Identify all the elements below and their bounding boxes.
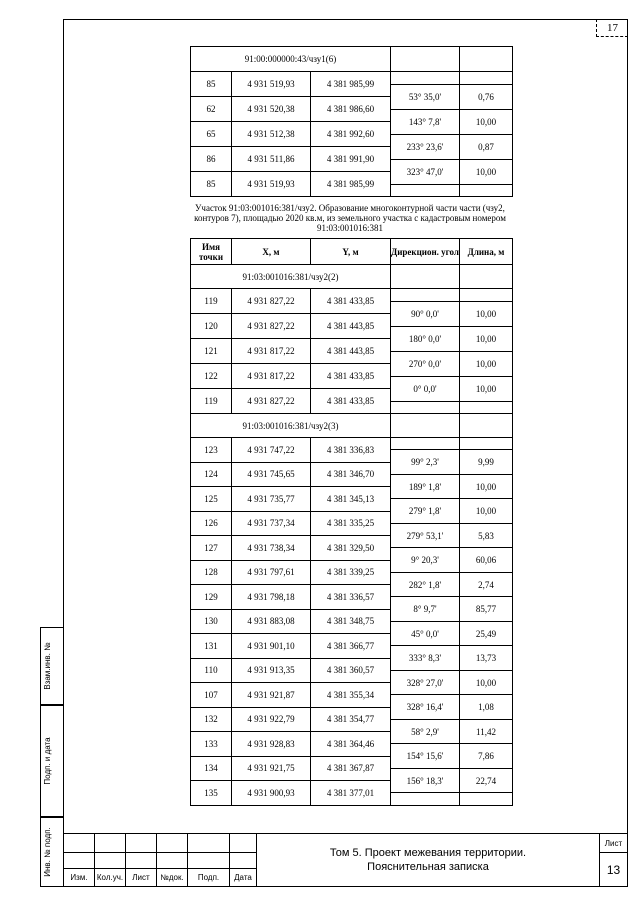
point-name: 122 xyxy=(191,364,232,389)
segment-angle: 323° 47,0' xyxy=(391,159,460,184)
point-y: 4 381 366,77 xyxy=(311,634,391,659)
segment-angle: 90° 0,0' xyxy=(391,301,460,326)
segment-angle-empty xyxy=(391,401,460,414)
point-name: 62 xyxy=(191,97,232,122)
side-stamp-signature-date xyxy=(40,705,63,817)
point-x: 4 931 737,34 xyxy=(232,511,311,536)
segment-angle: 233° 23,6' xyxy=(391,134,460,159)
table-row xyxy=(191,289,513,302)
point-name: 110 xyxy=(191,658,232,683)
segment-length-empty xyxy=(460,265,513,289)
point-x: 4 931 922,79 xyxy=(232,707,311,732)
point-y: 4 381 985,99 xyxy=(311,172,391,197)
segment-length: 10,00 xyxy=(460,326,513,351)
point-name: 86 xyxy=(191,147,232,172)
point-name: 124 xyxy=(191,462,232,487)
side-stamp-original-inv xyxy=(40,817,63,887)
point-name: 126 xyxy=(191,511,232,536)
segment-length: 13,73 xyxy=(460,646,513,671)
point-y: 4 381 433,85 xyxy=(311,364,391,389)
group-name: 91:03:001016:381/чзу2(3) xyxy=(191,414,391,438)
point-name: 133 xyxy=(191,732,232,757)
segment-length: 10,00 xyxy=(460,670,513,695)
point-y: 4 381 339,25 xyxy=(311,560,391,585)
point-x: 4 931 827,22 xyxy=(232,389,311,414)
point-name: 107 xyxy=(191,683,232,708)
point-y: 4 381 433,85 xyxy=(311,389,391,414)
side-stamp-label: Взам.инв. № xyxy=(43,642,52,690)
header-direction-angle: Дирекцион. угол xyxy=(391,239,460,265)
point-y: 4 381 986,60 xyxy=(311,97,391,122)
document-title xyxy=(257,834,600,887)
point-x: 4 931 745,65 xyxy=(232,462,311,487)
sheet-label: Лист xyxy=(600,834,628,853)
point-x: 4 931 735,77 xyxy=(232,487,311,512)
group-header-row xyxy=(191,414,513,438)
segment-length: 10,00 xyxy=(460,301,513,326)
segment-length: 10,00 xyxy=(460,109,513,134)
segment-angle: 0° 0,0' xyxy=(391,376,460,401)
side-stamp-label: Подп. и дата xyxy=(43,737,52,785)
title-line-2: Пояснительная записка xyxy=(367,861,489,873)
point-y: 4 381 443,85 xyxy=(311,314,391,339)
segment-length: 7,86 xyxy=(460,744,513,769)
point-x: 4 931 797,61 xyxy=(232,560,311,585)
col-count: Кол.уч. xyxy=(95,869,126,887)
point-y: 4 381 367,87 xyxy=(311,756,391,781)
point-name: 119 xyxy=(191,289,232,314)
col-date: Дата xyxy=(230,869,257,887)
segment-length: 25,49 xyxy=(460,621,513,646)
segment-angle: 328° 27,0' xyxy=(391,670,460,695)
segment-length-empty xyxy=(460,47,513,72)
segment-length: 10,00 xyxy=(460,499,513,524)
group-header-row xyxy=(191,47,513,72)
point-name: 121 xyxy=(191,339,232,364)
segment-length: 0,76 xyxy=(460,84,513,109)
segment-angle: 58° 2,9' xyxy=(391,719,460,744)
point-y: 4 381 355,34 xyxy=(311,683,391,708)
point-y: 4 381 377,01 xyxy=(311,781,391,806)
section-caption: Участок 91:03:001016:381/чзу2. Образование многоконтурной части части (чзу2, контуров 7), площадью 2020 кв.м, из земельного участка с кадастровым номером 91:03:001016:381 xyxy=(194,203,506,233)
segment-angle-empty xyxy=(391,414,460,438)
segment-length: 60,06 xyxy=(460,548,513,573)
segment-angle: 180° 0,0' xyxy=(391,326,460,351)
segment-length: 2,74 xyxy=(460,572,513,597)
sheet-number: 13 xyxy=(600,853,628,887)
side-stamp-replaced-inv xyxy=(40,627,63,705)
segment-angle: 9° 20,3' xyxy=(391,548,460,573)
point-y: 4 381 345,13 xyxy=(311,487,391,512)
segment-length-empty xyxy=(460,184,513,197)
point-x: 4 931 512,38 xyxy=(232,122,311,147)
point-y: 4 381 443,85 xyxy=(311,339,391,364)
segment-length-empty xyxy=(460,72,513,85)
segment-angle: 279° 1,8' xyxy=(391,499,460,524)
group-header-row xyxy=(191,265,513,289)
point-x: 4 931 798,18 xyxy=(232,585,311,610)
group-name: 91:03:001016:381/чзу2(2) xyxy=(191,265,391,289)
coordinates-table-2 xyxy=(190,238,513,806)
segment-angle: 270° 0,0' xyxy=(391,351,460,376)
point-y: 4 381 354,77 xyxy=(311,707,391,732)
point-y: 4 381 329,50 xyxy=(311,536,391,561)
segment-length: 10,00 xyxy=(460,351,513,376)
segment-length-empty xyxy=(460,438,513,450)
segment-angle: 328° 16,4' xyxy=(391,695,460,720)
point-x: 4 931 519,93 xyxy=(232,172,311,197)
segment-length: 0,87 xyxy=(460,134,513,159)
point-y: 4 381 364,46 xyxy=(311,732,391,757)
point-x: 4 931 921,87 xyxy=(232,683,311,708)
segment-angle-empty xyxy=(391,47,460,72)
group-name: 91:00:000000:43/чзу1(6) xyxy=(191,47,391,72)
segment-angle-empty xyxy=(391,265,460,289)
segment-length: 10,00 xyxy=(460,159,513,184)
point-y: 4 381 348,75 xyxy=(311,609,391,634)
point-x: 4 931 901,10 xyxy=(232,634,311,659)
segment-angle: 333° 8,3' xyxy=(391,646,460,671)
point-y: 4 381 335,25 xyxy=(311,511,391,536)
point-name: 85 xyxy=(191,72,232,97)
segment-angle-empty xyxy=(391,72,460,85)
point-name: 134 xyxy=(191,756,232,781)
point-name: 119 xyxy=(191,389,232,414)
point-x: 4 931 900,93 xyxy=(232,781,311,806)
segment-angle: 99° 2,3' xyxy=(391,450,460,475)
point-name: 135 xyxy=(191,781,232,806)
col-change: Изм. xyxy=(64,869,95,887)
segment-length-empty xyxy=(460,414,513,438)
segment-angle: 154° 15,6' xyxy=(391,744,460,769)
point-x: 4 931 827,22 xyxy=(232,289,311,314)
point-y: 4 381 985,99 xyxy=(311,72,391,97)
segment-length: 10,00 xyxy=(460,474,513,499)
col-sheet: Лист xyxy=(126,869,157,887)
segment-angle: 8° 9,7' xyxy=(391,597,460,622)
point-y: 4 381 992,60 xyxy=(311,122,391,147)
point-x: 4 931 817,22 xyxy=(232,339,311,364)
segment-length: 5,83 xyxy=(460,523,513,548)
segment-angle-empty xyxy=(391,793,460,805)
title-block xyxy=(63,833,628,887)
segment-length: 22,74 xyxy=(460,768,513,793)
header-x: X, м xyxy=(232,239,311,265)
segment-length: 10,00 xyxy=(460,376,513,401)
segment-angle: 53° 35,0' xyxy=(391,84,460,109)
point-y: 4 381 433,85 xyxy=(311,289,391,314)
header-length: Длина, м xyxy=(460,239,513,265)
segment-length-empty xyxy=(460,401,513,414)
segment-angle: 45° 0,0' xyxy=(391,621,460,646)
segment-angle-empty xyxy=(391,184,460,197)
point-name: 65 xyxy=(191,122,232,147)
point-x: 4 931 747,22 xyxy=(232,438,311,463)
col-doc-number: №док. xyxy=(157,869,188,887)
point-name: 123 xyxy=(191,438,232,463)
table-row xyxy=(191,438,513,450)
point-y: 4 381 991,90 xyxy=(311,147,391,172)
point-name: 128 xyxy=(191,560,232,585)
segment-angle: 189° 1,8' xyxy=(391,474,460,499)
point-x: 4 931 883,08 xyxy=(232,609,311,634)
segment-angle-empty xyxy=(391,438,460,450)
segment-length: 11,42 xyxy=(460,719,513,744)
col-signature: Подп. xyxy=(188,869,230,887)
segment-angle: 282° 1,8' xyxy=(391,572,460,597)
segment-length-empty xyxy=(460,289,513,302)
point-name: 131 xyxy=(191,634,232,659)
segment-length-empty xyxy=(460,793,513,805)
segment-length: 9,99 xyxy=(460,450,513,475)
point-x: 4 931 511,86 xyxy=(232,147,311,172)
point-x: 4 931 827,22 xyxy=(232,314,311,339)
point-name: 127 xyxy=(191,536,232,561)
title-line-1: Том 5. Проект межевания территории. xyxy=(329,847,527,859)
point-name: 85 xyxy=(191,172,232,197)
point-y: 4 381 360,57 xyxy=(311,658,391,683)
point-name: 129 xyxy=(191,585,232,610)
point-y: 4 381 336,83 xyxy=(311,438,391,463)
segment-angle: 156° 18,3' xyxy=(391,768,460,793)
header-point-name: Имя точки xyxy=(191,239,232,265)
point-name: 120 xyxy=(191,314,232,339)
point-name: 130 xyxy=(191,609,232,634)
segment-angle: 143° 7,8' xyxy=(391,109,460,134)
point-x: 4 931 921,75 xyxy=(232,756,311,781)
header-y: Y, м xyxy=(311,239,391,265)
point-name: 125 xyxy=(191,487,232,512)
coordinates-table-1 xyxy=(190,46,513,197)
point-x: 4 931 817,22 xyxy=(232,364,311,389)
segment-length: 1,08 xyxy=(460,695,513,720)
point-x: 4 931 928,83 xyxy=(232,732,311,757)
point-x: 4 931 519,93 xyxy=(232,72,311,97)
point-x: 4 931 520,38 xyxy=(232,97,311,122)
page-corner-number: 17 xyxy=(596,19,628,37)
segment-angle-empty xyxy=(391,289,460,302)
point-x: 4 931 738,34 xyxy=(232,536,311,561)
point-name: 132 xyxy=(191,707,232,732)
point-x: 4 931 913,35 xyxy=(232,658,311,683)
side-stamp-label: Инв. № подп. xyxy=(43,827,52,877)
segment-length: 85,77 xyxy=(460,597,513,622)
point-y: 4 381 346,70 xyxy=(311,462,391,487)
segment-angle: 279° 53,1' xyxy=(391,523,460,548)
point-y: 4 381 336,57 xyxy=(311,585,391,610)
table-row xyxy=(191,72,513,85)
